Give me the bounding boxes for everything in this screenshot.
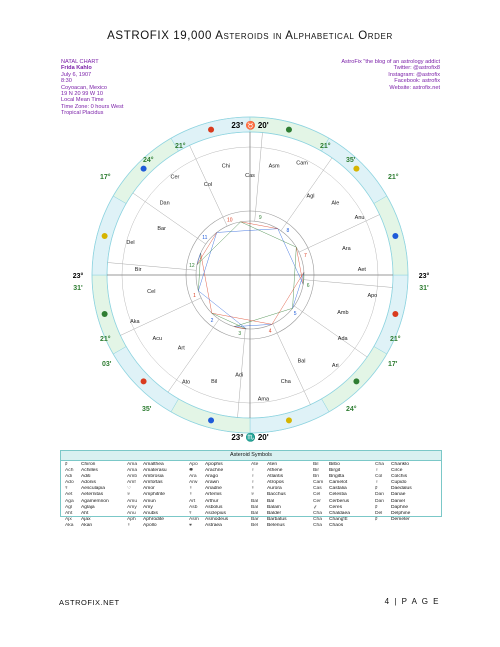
symbol-abbrev: Cel [313,492,321,498]
degree-ul2: 24° [143,157,154,164]
symbol-name: Adonis [81,480,96,486]
symbol-abbrev: Ama [127,462,138,467]
symbol-abbrev: ♯ [375,504,378,510]
symbol-abbrev: ♀ [251,480,255,486]
asteroid-label: Cel [147,289,156,296]
symbol-name: Bacchus [267,492,286,498]
symbol-row [65,523,127,529]
asteroid-label: Col [203,182,213,189]
house-number: 11 [202,235,208,242]
zodiac-sign-icon [392,311,398,317]
symbol-name: Asbolus [205,504,223,510]
symbol-abbrev: ♯ [65,462,68,467]
degree-lr: 21° [390,336,401,343]
degree-l-up: 17° [100,174,111,181]
planet-glyph-labels [126,160,377,402]
asteroid-label: Bal [297,358,306,365]
symbol-name: Astraea [205,522,222,528]
asteroid-label: Ada [337,335,348,342]
symbol-name: Atropos [267,480,284,486]
symbol-abbrev: Aht [65,510,73,516]
asteroid-symbols-table [60,450,442,528]
symbol-name: Amun [143,498,156,504]
symbol-abbrev: Aph [127,516,136,522]
symbol-name: Apophis [205,462,223,467]
symbol-name: Ajax [81,516,91,522]
symbol-name: Daedalus [391,486,412,492]
symbol-name: Ambrosia [143,474,164,480]
footer-page-number: 4 | P A G E [384,597,440,606]
symbol-abbrev: ✺ [189,468,194,474]
symbol-name: Daphne [391,504,409,510]
natal-time: 8:30 [61,78,72,85]
symbol-name: Artemis [205,492,222,498]
blog-line-1: AstroFix "the blog of an astrology addict [341,59,440,65]
symbol-name: Arawn [205,480,219,486]
asteroid-label: Anu [354,214,365,221]
symbol-abbrev: ♅ [251,492,255,498]
natal-date: July 6, 1907 [61,71,92,78]
symbol-name: Balam [267,504,281,510]
aspect-line [197,222,241,265]
symbol-name: Atlantis [267,474,284,480]
symbol-abbrev: Col [375,474,383,480]
symbol-name: Belenus [267,522,285,528]
symbol-abbrev: Art [189,498,196,504]
asteroid-symbols-title: Asteroid Symbols [61,451,441,461]
degree-r-up: 21° [388,174,399,181]
symbol-name: Daniel [391,498,405,504]
symbol-name: Arthur [205,498,219,504]
symbol-name: Amphitrite [143,492,166,498]
symbol-abbrev: ♀ [375,468,379,474]
symbol-abbrev: Cha [313,522,322,528]
house-cusp-line [299,215,380,253]
asteroid-label: Asm [268,163,280,170]
asteroid-label: Ama [257,396,270,403]
asteroid-label: Bir [134,266,142,273]
asteroid-label: Apo [367,293,378,300]
aspect-line [241,222,278,229]
symbol-name: Amor [143,486,155,492]
symbol-abbrev: Amy [127,504,137,510]
symbols-column [375,462,437,529]
symbol-abbrev: Cas [313,486,322,492]
degree-right-min: 31' [419,285,429,292]
symbol-name: Aht [81,510,89,516]
symbols-column [189,462,251,529]
symbol-abbrev: Amu [127,498,138,504]
degree-bottom: 23° ♏ 20' [231,433,269,442]
symbol-abbrev: Bri [313,474,319,480]
symbol-abbrev: Asb [189,504,198,510]
symbol-abbrev: Ama [127,468,138,474]
asteroid-label: Del [126,239,135,246]
asteroid-label: Ato [181,379,191,386]
zodiac-sign-icon [392,233,398,239]
zodiac-sign-icon [286,417,292,423]
symbol-abbrev: Bel [251,522,259,528]
house-number: 9 [258,214,262,221]
aspect-line [234,327,246,329]
degree-ur: 21° [320,143,331,150]
aspect-line [212,313,272,324]
symbol-abbrev: Aka [65,522,74,528]
symbol-name: Chaos [329,522,344,528]
symbol-abbrev: Ate [251,462,259,467]
degree-ll: 21° [100,336,111,343]
house-number: 2 [210,318,214,325]
house-cusp-line [304,280,393,288]
symbol-name: Aphrodite [143,516,164,522]
footer-site[interactable]: ASTROFIX.NET [59,598,120,607]
symbol-name: Aesculapia [81,486,105,492]
symbol-name: Barbatus [267,516,287,522]
asteroid-label: Aka [130,318,140,325]
house-number: 8 [286,227,290,234]
degree-left: 23° [72,273,84,280]
asteroid-label: Cam [296,160,308,167]
natal-heading: NATAL CHART [61,59,99,65]
degree-left-min: 31' [73,285,83,292]
symbol-name: Chariklo [391,462,409,467]
symbol-name: Balder [267,510,282,516]
symbol-name: Circe [391,468,403,474]
symbol-abbrev: Bil [313,462,319,467]
asteroid-label: Amb [337,310,349,317]
asteroid-label: Ara [342,246,351,253]
symbol-name: Asmodeus [205,516,229,522]
page-title: ASTROFIX 19,000 Asteroids in Alphabetical Order [107,30,393,42]
symbol-abbrev: Dan [375,498,384,504]
aspect-line [293,247,297,308]
house-number: 10 [227,217,233,224]
symbols-column [127,462,189,529]
symbol-abbrev: Bal [251,498,259,504]
symbol-abbrev: Aga [65,498,74,504]
asteroid-label: Bil [211,379,218,386]
aspect-line [217,229,278,233]
symbol-abbrev: Ach [65,468,74,474]
symbol-abbrev: ♅ [127,492,131,498]
symbol-abbrev: ♯ [375,486,378,492]
symbol-row [313,523,375,529]
symbol-name: Chaldaea [329,510,350,516]
zodiac-sign-icon [208,417,214,423]
zodiac-sign-icon [141,166,147,172]
symbol-name: Bilbo [329,462,340,467]
symbol-abbrev: ♀ [375,480,379,486]
zodiac-sign-icon [102,311,108,317]
symbol-abbrev: ♆ [189,492,193,498]
symbols-column [65,462,127,529]
house-number: 5 [293,310,297,317]
house-number: 6 [306,283,310,290]
symbol-row [251,523,313,529]
symbol-name: Amfortas [143,480,163,486]
symbol-name: Camelot [329,480,348,486]
aspect-line [272,272,304,324]
degree-l-dn: 03' [102,361,112,368]
symbol-abbrev: Bal [251,510,259,516]
degree-ur2: 35' [346,157,356,164]
symbol-row [375,517,437,523]
asteroid-label: Acu [152,335,163,342]
symbol-abbrev: Adi [65,474,73,480]
symbol-name: Arago [205,474,219,480]
degree-right: 23° [418,273,430,280]
asteroid-label: Bar [157,226,166,233]
asteroid-label: Chi [221,163,231,170]
degree-ll2: 35' [142,406,152,413]
symbol-abbrev: ⚹ [189,522,192,528]
symbol-name: Brigitta [329,474,345,480]
symbol-name: Ariadne [205,486,222,492]
symbol-name: Amalthea [143,462,164,467]
zodiac-sign-icon [208,127,214,133]
symbol-name: Aglaja [81,504,95,510]
symbol-name: Castalia [329,486,347,492]
symbol-name: Anubis [143,510,158,516]
symbol-abbrev: ♀ [251,474,255,480]
symbol-abbrev: Anu [127,510,136,516]
natal-name: Frida Kahlo [61,65,92,72]
house-cusp-line [294,306,367,357]
symbol-name: Apollo [143,522,157,528]
symbol-abbrev: ⚕ [65,486,68,492]
aspect-line [212,313,246,329]
symbol-abbrev: Amb [127,474,138,480]
symbol-name: Asclepius [205,510,226,516]
symbol-abbrev: Cam [313,480,324,486]
symbol-abbrev: ♯ [375,516,378,522]
zodiac-sign-icon [353,166,359,172]
natal-chart-info [61,59,124,117]
asteroid-label: Cas [245,173,255,179]
symbol-abbrev: ⚕ [189,510,192,516]
blog-instagram[interactable]: Instagram: @astrofix [388,71,440,78]
symbol-name: Achilles [81,468,98,474]
symbol-abbrev: Cha [313,516,322,522]
symbol-name: Demeter [391,516,410,522]
aspect-line [198,291,246,329]
symbol-name: Chiron [81,462,96,467]
symbol-name: Aditi [81,474,91,480]
natal-coords: 19 N 20 99 W 10 [61,91,103,98]
symbol-name: Colchis [391,474,408,480]
symbol-name: Cerberus [329,498,350,504]
asteroid-label: Aet [357,266,366,273]
natal-lmt: Local Mean Time [61,97,104,104]
degree-r-dn: 17' [388,361,398,368]
symbol-name: Danae [391,492,406,498]
house-cusp-line [120,298,201,336]
blog-website[interactable]: Website: astrofix.net [389,84,440,91]
house-cusp-line [255,133,263,222]
house-cusp-line [108,263,197,271]
symbol-abbrev: Agl [65,504,73,510]
symbol-abbrev: Arw [189,480,198,486]
symbol-abbrev: Ado [65,480,74,486]
degree-ul: 21° [175,143,186,150]
aspect-line [201,253,212,313]
house-number: 3 [238,331,242,338]
asteroid-label: Ari [331,363,339,370]
symbol-abbrev: Aet [65,492,73,498]
asteroid-label: Cer [170,174,180,181]
symbol-name: Aurora [267,486,282,492]
degree-lr2: 24° [346,406,357,413]
symbol-abbrev: Cha [375,462,384,467]
asteroid-label: Art [177,345,185,352]
aspect-line [278,229,303,285]
symbol-abbrev: Bir [313,468,319,474]
symbol-name: Agamemnon [81,498,109,504]
asteroid-label: Dan [159,200,170,207]
zodiac-sign-icon [286,127,292,133]
asteroid-symbols-grid [61,461,441,530]
symbol-name: Arachne [205,468,224,474]
symbol-name: Akan [81,522,93,528]
symbol-abbrev: Bal [251,504,259,510]
aspect-line [241,222,297,247]
symbol-name: Birgit [329,468,341,474]
house-numbers [189,215,310,337]
symbol-name: Aeternitas [81,492,104,498]
symbol-abbrev: ♆ [251,486,255,492]
symbol-name: Aten [267,462,278,467]
symbol-row [189,523,251,529]
house-number: 1 [193,293,196,300]
symbol-name: Amaterasu [143,468,167,474]
house-number: 4 [268,328,272,335]
symbol-abbrev: Asm [189,516,199,522]
zodiac-segment [322,347,387,412]
symbol-abbrev: Del [375,510,383,516]
symbol-name: Celestia [329,492,347,498]
symbol-abbrev: Ajx [65,516,72,522]
symbol-name: Ceres [329,504,343,510]
asteroid-label: Adi [235,372,244,379]
symbol-abbrev: ♀ [251,468,255,474]
natal-chart-wheel [0,115,500,445]
natal-timezone: Time Zone: 0 hours West [61,103,124,110]
symbol-abbrev: ♆ [189,486,193,492]
blog-info [341,59,440,91]
symbol-name: Athene [267,468,283,474]
natal-place: Coyoacan, Mexico [61,84,108,91]
asteroid-label: Ale [331,200,340,207]
symbol-abbrev: ♡ [127,486,132,492]
symbol-abbrev: ♆ [127,522,131,528]
symbol-abbrev: Dan [375,492,384,498]
house-number: 7 [304,252,307,259]
symbol-name: Delphine [391,510,411,516]
symbols-column [313,462,375,529]
asteroid-label: Cha [280,379,291,386]
symbols-column [251,462,313,529]
zodiac-segment [113,138,178,203]
symbol-name: Amy [143,504,153,510]
zodiac-sign-icon [353,378,359,384]
symbol-name: Bal [267,498,275,504]
zodiac-segment [322,138,387,203]
symbol-name: Cupido [391,480,407,486]
symbol-row [127,523,189,529]
symbol-abbrev: Apo [189,462,198,467]
house-number: 12 [189,262,195,269]
zodiac-segment [113,347,178,412]
symbol-name: Chang'E [329,516,348,522]
symbol-abbrev: Cer [313,498,321,504]
symbol-abbrev: Cha [313,510,322,516]
asteroid-label: Agl [306,193,315,200]
symbol-abbrev: Amf [127,480,136,486]
blog-twitter[interactable]: Twitter: @astrofix8 [393,65,440,72]
natal-system: Tropical Placidus [61,110,104,117]
blog-facebook[interactable]: Facebook: astrofix [394,78,440,85]
zodiac-sign-icon [141,378,147,384]
degree-top: 23° ♉ 20' [231,121,269,130]
symbol-abbrev: ⚳ [313,504,317,510]
zodiac-sign-icon [102,233,108,239]
symbol-abbrev: Bar [251,516,259,522]
symbol-abbrev: Ara [189,474,197,480]
